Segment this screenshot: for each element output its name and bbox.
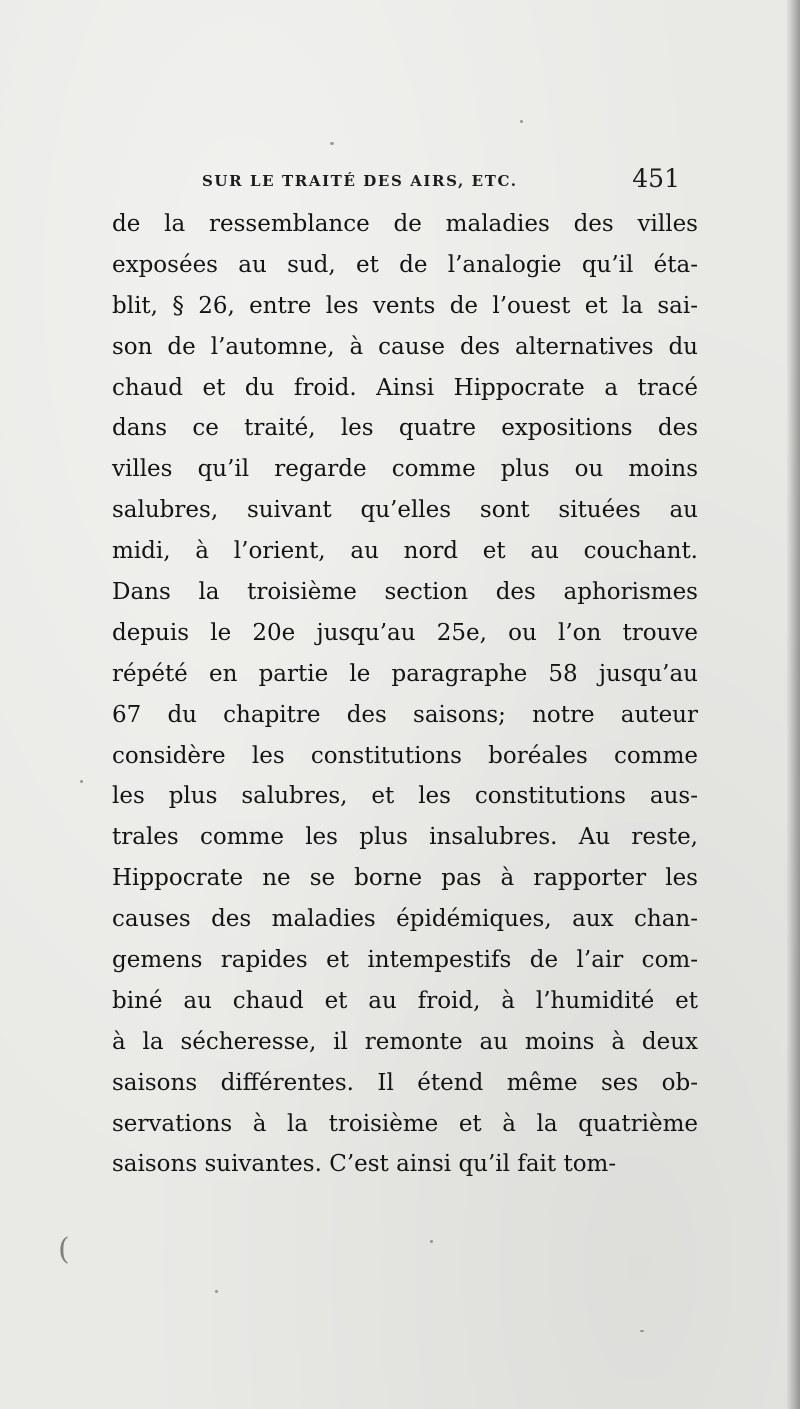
text-line: les plus salubres, et les constitutions aus- [112,783,698,810]
paper-speck [215,1290,218,1293]
margin-mark: ( [58,1232,70,1267]
text-line: servations à la troisième et à la quatrième [112,1110,698,1137]
paper-speck [330,142,334,145]
text-line: gemens rapides et intempestifs de l’air com- [112,947,698,974]
text-line: 67 du chapitre des saisons; notre auteur [112,701,698,728]
text-line: salubres, suivant qu’elles sont situées au [112,497,698,524]
paper-speck [640,1330,644,1332]
running-head [202,164,682,202]
text-line: villes qu’il regarde comme plus ou moins [112,456,698,483]
text-line: Dans la troisième section des aphorismes [112,579,698,606]
text-line: saisons suivantes. C’est ainsi qu’il fait tom- [112,1151,617,1178]
body-text [112,204,698,1185]
text-line: considère les constitutions boréales comme [112,742,698,769]
text-line: trales comme les plus insalubres. Au reste, [112,824,698,851]
text-line: Hippocrate ne se borne pas à rapporter les [112,865,698,892]
text-line: biné au chaud et au froid, à l’humidité et [112,987,698,1014]
page-edge-shadow [786,0,800,1409]
text-line: dans ce traité, les quatre expositions des [112,415,698,442]
page-number: 451 [632,164,680,193]
text-line: saisons différentes. Il étend même ses ob- [112,1069,698,1096]
text-line: causes des maladies épidémiques, aux chan- [112,906,698,933]
text-line: répété en partie le paragraphe 58 jusqu’au [112,660,698,687]
paper-speck [80,780,83,783]
text-line: de la ressemblance de maladies des villes [112,211,698,237]
running-title: SUR LE TRAITÉ DES AIRS, ETC. [202,172,518,190]
paper-speck [430,1240,433,1243]
text-line: exposées au sud, et de l’analogie qu’il éta- [112,251,698,278]
paper-speck [520,120,523,123]
text-line: midi, à l’orient, au nord et au couchant. [112,538,698,565]
text-line: son de l’automne, à cause des alternatives du [112,333,698,360]
text-line: à la sécheresse, il remonte au moins à deux [112,1028,698,1055]
text-line: blit, § 26, entre les vents de l’ouest et la sai- [112,292,698,319]
text-line: chaud et du froid. Ainsi Hippocrate a tracé [112,374,698,401]
text-line: depuis le 20e jusqu’au 25e, ou l’on trouve [112,619,698,646]
